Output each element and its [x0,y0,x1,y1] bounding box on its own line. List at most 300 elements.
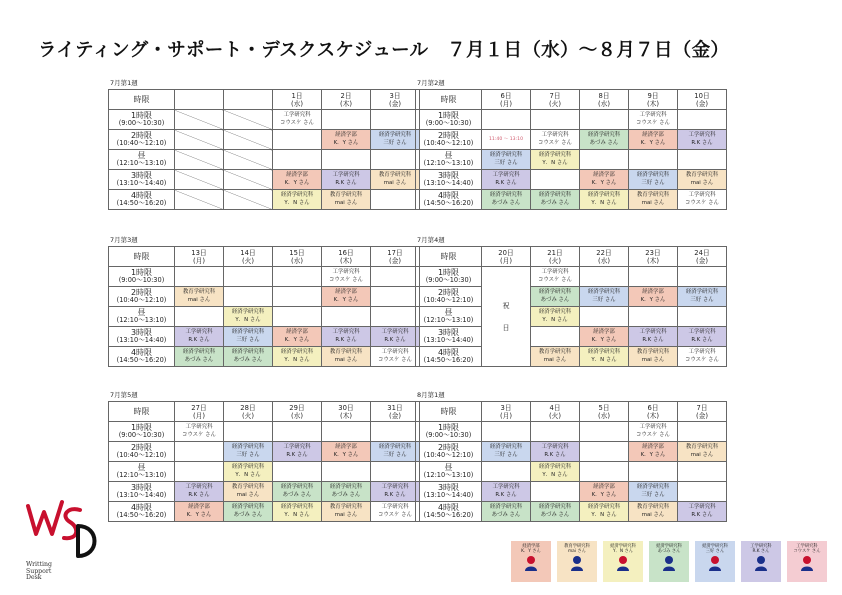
period-time: (9:00〜10:30) [425,276,472,285]
empty-slot [678,150,727,170]
period-name: 3時限 [130,483,153,493]
slot-person: 三好 さん [690,296,714,303]
period-time: (12:10〜13:10) [116,471,167,480]
header-jigen: 時限 [416,402,482,422]
slot-affiliation: 教育学研究科 [329,192,363,198]
slot-affiliation: 工学研究科 [283,444,311,450]
slot-person: mai さん [334,356,358,363]
header-jigen: 時限 [416,247,482,267]
day-header [224,90,273,110]
slot-person: K．Y さん [591,491,617,498]
empty-slot [224,190,273,210]
empty-slot [273,462,322,482]
period-time: (14:50〜16:20) [116,511,167,520]
period-row [416,502,727,522]
day-date: 28日 [240,403,256,412]
period-label [109,307,175,327]
period-row [416,307,727,327]
person-icon [616,555,630,571]
period-label [416,462,482,482]
empty-slot [175,462,224,482]
header-jigen: 時限 [416,90,482,110]
empty-slot [580,462,629,482]
day-of-week: (月) [499,256,513,265]
schedule-slot [531,190,580,210]
slot-affiliation: 工学研究科 [185,329,213,335]
week-schedule [108,78,419,210]
empty-slot [224,287,273,307]
schedule-slot [531,307,580,327]
schedule-slot [273,442,322,462]
schedule-slot [580,482,629,502]
period-time: (9:00〜10:30) [118,119,165,128]
empty-slot [629,462,678,482]
schedule-slot [678,287,727,307]
legend-person: あづみ さん [657,549,681,554]
slot-affiliation: 経済学研究科 [231,464,265,470]
day-of-week: (火) [548,256,562,265]
day-header [580,247,629,267]
day-date: 20日 [498,248,514,257]
slot-person: R.K さん [691,336,713,343]
schedule-slot [629,130,678,150]
slot-affiliation: 工学研究科 [639,329,667,335]
period-row [109,347,420,367]
slot-person: mai さん [187,296,211,303]
period-time: (12:10〜13:10) [116,316,167,325]
slot-affiliation: 経済学研究科 [587,132,621,138]
slot-person: Y．N さん [591,511,617,518]
day-date: 7日 [696,403,708,412]
period-label [416,307,482,327]
day-of-week: (金) [388,99,402,108]
legend-person: コウスケ さん [793,549,821,554]
slot-affiliation: 経済学研究科 [587,504,621,510]
period-time: (10:40〜12:10) [423,139,474,148]
slot-affiliation: 教育学研究科 [636,192,670,198]
empty-slot [482,462,531,482]
slot-person: コウスケ さん [378,511,412,518]
slot-affiliation: 経済学研究科 [587,192,621,198]
slot-affiliation: 教育学研究科 [636,504,670,510]
period-label [416,130,482,150]
slot-person: 三好 さん [641,179,665,186]
logo-text [26,562,52,582]
period-name: 昼 [444,151,453,161]
day-date: 3日 [389,91,401,100]
holiday-cell [482,267,531,367]
empty-slot [371,190,420,210]
period-row [416,110,727,130]
empty-slot [371,422,420,442]
slot-affiliation: 工学研究科 [541,132,569,138]
page-title: ライティング・サポート・デスクスケジュール ７月１日（水）～８月７日（金） [38,40,730,61]
empty-slot [678,462,727,482]
schedule-slot [273,347,322,367]
day-header [629,90,678,110]
slot-person: R.K さん [384,491,406,498]
period-label [109,327,175,347]
day-of-week: (金) [388,256,402,265]
slot-affiliation: 経済学研究科 [538,309,572,315]
slot-affiliation: 工学研究科 [381,329,409,335]
empty-slot [322,462,371,482]
empty-slot [371,150,420,170]
empty-slot [531,482,580,502]
period-row [109,190,420,210]
empty-slot [629,150,678,170]
slot-affiliation: 経済学研究科 [280,504,314,510]
period-label [416,422,482,442]
day-of-week: (月) [499,411,513,420]
schedule-slot [371,442,420,462]
schedule-slot [580,502,629,522]
period-name: 2時限 [437,131,460,141]
slot-affiliation: 経済学研究科 [280,192,314,198]
slot-affiliation: 経済学部 [286,329,308,335]
empty-slot [175,190,224,210]
slot-affiliation: 工学研究科 [332,329,360,335]
schedule-slot [580,327,629,347]
schedule-slot [175,482,224,502]
period-name: 3時限 [437,328,460,338]
schedule-slot [175,422,224,442]
empty-slot [678,422,727,442]
slot-person: コウスケ さん [636,431,670,438]
day-header [678,402,727,422]
schedule-slot [531,442,580,462]
slot-affiliation: 工学研究科 [639,424,667,430]
slot-person: コウスケ さん [685,356,719,363]
wsd-logo-icon [20,496,110,566]
period-name: 昼 [137,151,146,161]
legend-item [603,541,643,582]
week-schedule [415,78,726,210]
slot-affiliation: 工学研究科 [639,112,667,118]
day-date: 15日 [289,248,305,257]
slot-affiliation: 経済学部 [335,289,357,295]
empty-slot [482,110,531,130]
period-name: 昼 [444,463,453,473]
schedule-slot [224,307,273,327]
schedule-slot [371,347,420,367]
slot-person: あづみ さん [233,511,263,518]
schedule-slot [580,170,629,190]
period-row [416,442,727,462]
slot-person: コウスケ さん [378,356,412,363]
period-time: (9:00〜10:30) [425,431,472,440]
schedule-slot [322,502,371,522]
slot-person: R.K さん [642,336,664,343]
period-time: (12:10〜13:10) [423,471,474,480]
slot-affiliation: 経済学研究科 [231,444,265,450]
schedule-slot [482,482,531,502]
period-row [109,482,420,502]
day-header [273,402,322,422]
logo-text-line: Desk [26,574,42,581]
day-of-week: (金) [388,411,402,420]
schedule-slot [629,327,678,347]
slot-person: あづみ さん [491,199,521,206]
period-row [109,130,420,150]
schedule-slot [273,502,322,522]
empty-slot [371,110,420,130]
period-row [416,267,727,287]
legend-person: K．Y さん [521,549,541,554]
day-date: 24日 [694,248,710,257]
schedule-slot [175,502,224,522]
logo-text-line: Support [26,567,52,575]
slot-affiliation: 経済学研究科 [489,192,523,198]
slot-person: R.K さん [335,179,357,186]
period-row [109,150,420,170]
day-header [629,247,678,267]
period-row [416,287,727,307]
slot-person: mai さん [334,511,358,518]
slot-person: K．Y さん [640,139,666,146]
period-time: (13:10〜14:40) [116,179,167,188]
slot-affiliation: 経済学研究科 [489,152,523,158]
slot-affiliation: 工学研究科 [688,192,716,198]
empty-slot [224,422,273,442]
legend-affiliation: 経済学研究科 [610,544,636,549]
empty-slot [531,110,580,130]
period-label [416,442,482,462]
period-row [109,502,420,522]
day-date: 30日 [338,403,354,412]
schedule-slot [224,327,273,347]
slot-affiliation: 経済学研究科 [636,172,670,178]
slot-person: R.K さん [691,511,713,518]
schedule-slot [629,502,678,522]
empty-slot [273,307,322,327]
schedule-slot [629,110,678,130]
schedule-slot [678,347,727,367]
empty-slot [224,150,273,170]
period-row [416,170,727,190]
slot-person: あづみ さん [540,199,570,206]
schedule-slot [531,287,580,307]
period-time: (13:10〜14:40) [116,491,167,500]
period-label [109,287,175,307]
logo-text-line: Writting [26,561,52,568]
legend-item [511,541,551,582]
empty-slot [322,307,371,327]
schedule-slot [175,347,224,367]
week-label: 7月第3週 [110,236,138,244]
period-label [109,110,175,130]
period-name: 4時限 [437,348,460,358]
empty-slot [371,267,420,287]
period-name: 4時限 [130,191,153,201]
slot-person: K．Y さん [591,336,617,343]
schedule-slot [322,267,371,287]
period-row [109,287,420,307]
slot-affiliation: 経済学研究科 [587,349,621,355]
day-of-week: (火) [548,411,562,420]
day-header [175,402,224,422]
day-header [371,402,420,422]
empty-slot [322,110,371,130]
schedule-slot [224,482,273,502]
empty-slot [371,287,420,307]
period-time: (12:10〜13:10) [423,316,474,325]
period-row [109,170,420,190]
slot-person: あづみ さん [491,511,521,518]
schedule-slot [224,462,273,482]
slot-affiliation: 工学研究科 [492,172,520,178]
slot-affiliation: 工学研究科 [688,132,716,138]
period-label [109,150,175,170]
empty-slot [224,130,273,150]
day-date: 10日 [694,91,710,100]
slot-affiliation: 経済学研究科 [636,484,670,490]
schedule-slot [629,287,678,307]
slot-person: mai さん [236,491,260,498]
slot-affiliation: 経済学部 [286,172,308,178]
schedule-slot [629,170,678,190]
schedule-slot [322,130,371,150]
empty-slot [371,462,420,482]
day-date: 31日 [387,403,403,412]
day-header [175,247,224,267]
legend-affiliation: 教育学研究科 [564,544,590,549]
day-date: 29日 [289,403,305,412]
day-of-week: (木) [339,99,353,108]
slot-person: K．Y さん [284,179,310,186]
schedule-slot [322,287,371,307]
schedule-table [415,401,727,522]
slot-person: K．Y さん [591,179,617,186]
slot-person: あづみ さん [282,491,312,498]
day-of-week: (金) [695,256,709,265]
slot-person: K．Y さん [333,139,359,146]
schedule-slot [322,190,371,210]
slot-affiliation: 経済学研究科 [378,444,412,450]
slot-person: コウスケ さん [538,276,572,283]
empty-slot [580,150,629,170]
slot-person: Y．N さん [542,471,568,478]
empty-slot [531,170,580,190]
schedule-slot [322,170,371,190]
person-icon [754,555,768,571]
slot-person: Y．N さん [235,471,261,478]
empty-slot [322,150,371,170]
header-jigen: 時限 [109,247,175,267]
empty-slot [678,307,727,327]
empty-slot [580,267,629,287]
period-name: 3時限 [130,328,153,338]
schedule-slot [273,170,322,190]
schedule-slot [273,327,322,347]
slot-affiliation: 経済学研究科 [280,484,314,490]
person-icon [524,555,538,571]
empty-slot [580,442,629,462]
period-label [109,482,175,502]
slot-affiliation: 経済学部 [642,132,664,138]
period-name: 4時限 [130,503,153,513]
period-time: (10:40〜12:10) [423,296,474,305]
empty-slot [224,110,273,130]
slot-person: あづみ さん [540,511,570,518]
slot-affiliation: 工学研究科 [381,349,409,355]
slot-affiliation: 教育学研究科 [182,289,216,295]
schedule-slot [371,170,420,190]
period-row [109,307,420,327]
slot-person: 三好 さん [383,139,407,146]
day-header [580,402,629,422]
slot-affiliation: 経済学研究科 [231,329,265,335]
period-name: 1時限 [130,268,153,278]
schedule-slot [678,502,727,522]
slot-affiliation: 経済学研究科 [231,349,265,355]
slot-affiliation: 経済学部 [593,484,615,490]
day-header [482,402,531,422]
slot-affiliation: 経済学研究科 [685,289,719,295]
day-header [580,90,629,110]
period-row [416,482,727,502]
empty-slot [531,327,580,347]
day-header [531,247,580,267]
slot-affiliation: 教育学研究科 [329,349,363,355]
day-of-week: (水) [597,256,611,265]
day-header [224,247,273,267]
slot-person: 三好 さん [641,491,665,498]
period-label [416,347,482,367]
period-time: (9:00〜10:30) [425,119,472,128]
header-jigen: 時限 [109,90,175,110]
legend-affiliation: 経済学部 [522,544,540,549]
schedule-slot [580,190,629,210]
slot-person: mai さん [641,511,665,518]
day-header [629,402,678,422]
period-label [109,462,175,482]
slot-person: Y．N さん [591,199,617,206]
period-label [109,347,175,367]
day-header [371,90,420,110]
slot-affiliation: 経済学研究科 [538,504,572,510]
empty-slot [580,307,629,327]
slot-affiliation: 工学研究科 [332,172,360,178]
slot-person: R.K さん [495,179,517,186]
slot-affiliation: 経済学部 [188,504,210,510]
day-of-week: (火) [241,256,255,265]
legend-affiliation: 工学研究科 [750,544,772,549]
slot-person: mai さん [690,451,714,458]
slot-affiliation: 教育学研究科 [329,504,363,510]
day-date: 13日 [191,248,207,257]
slot-person: K．Y さん [640,451,666,458]
week-schedule [415,235,726,367]
schedule-slot [678,190,727,210]
period-name: 1時限 [437,423,460,433]
schedule-table [108,401,420,522]
slot-affiliation: 教育学研究科 [636,349,670,355]
period-time: (12:10〜13:10) [116,159,167,168]
day-date: 17日 [387,248,403,257]
period-label [416,150,482,170]
day-of-week: (月) [192,411,206,420]
period-row [109,442,420,462]
day-header [678,90,727,110]
period-name: 1時限 [130,111,153,121]
schedule-slot [482,502,531,522]
slot-person: Y．N さん [235,316,261,323]
slot-affiliation: 工学研究科 [688,349,716,355]
empty-slot [273,130,322,150]
slot-person: 三好 さん [592,296,616,303]
day-of-week: (水) [597,411,611,420]
